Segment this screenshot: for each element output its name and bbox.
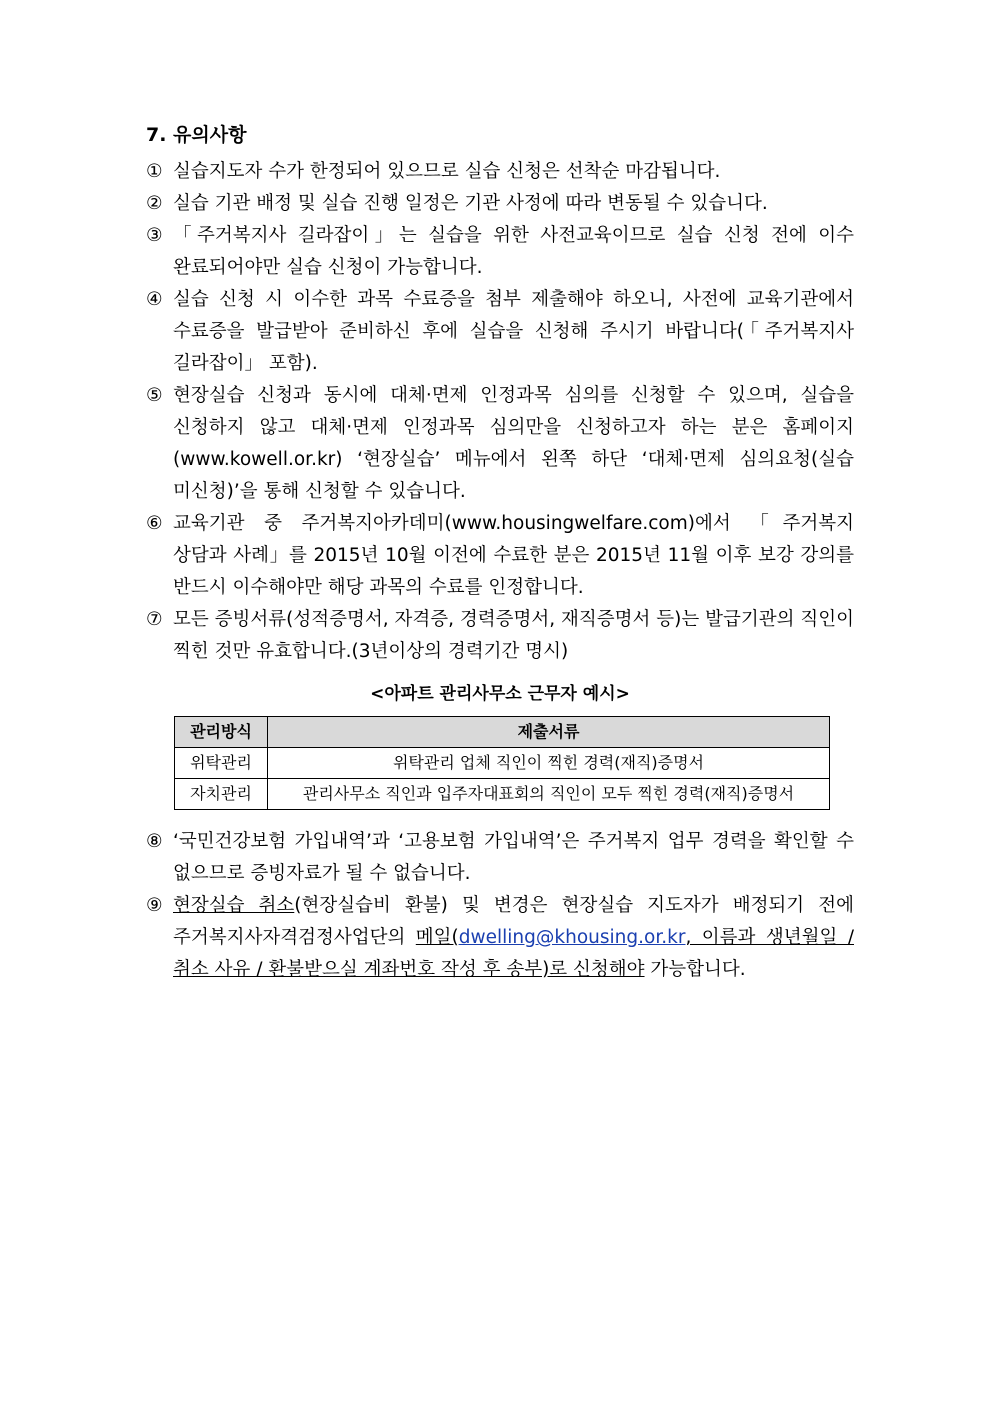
notice-item	[146, 826, 854, 890]
item-number: ⑤	[146, 385, 163, 406]
item-text: 실습 신청 시 이수한 과목 수료증을 첨부 제출해야 하오니, 사전에 교육기관에서 수료증을 발급받아 준비하신 후에 실습을 신청해 주시기 바랍니다(「주거복지사 길라잡이」 포함).	[173, 289, 854, 374]
notice-item	[146, 890, 854, 986]
item-number: ⑨	[146, 895, 163, 916]
table-cell: 위탁관리	[175, 748, 268, 779]
item-text: ‘국민건강보험 가입내역’과 ‘고용보험 가입내역’은 주거복지 업무 경력을 확인할 수 없으므로 증빙자료가 될 수 없습니다.	[173, 831, 854, 884]
notice-item	[146, 508, 854, 604]
notice-item	[146, 380, 854, 508]
table-cell: 관리사무소 직인과 입주자대표회의 직인이 모두 찍힌 경력(재직)증명서	[268, 779, 830, 810]
plain-text: 메일(	[415, 927, 459, 948]
item-text: 교육기관 중 주거복지아카데미(www.housingwelfare.com)에서 「주거복지 상담과 사례」를 2015년 10월 이전에 수료한 분은 2015년 11월 이후 보강 강의를 반드시 이수해야만 해당 과목의 수료를 인정합니다.	[173, 513, 854, 598]
table-header-row	[175, 717, 830, 748]
plain-text: , 이름과 생년월일 / 취소 사유 / 환불받으실 계좌번호 작성 후 송부)로 신청해야	[173, 927, 854, 980]
item-text: 「주거복지사 길라잡이」는 실습을 위한 사전교육이므로 실습 신청 전에 이수 완료되어야만 실습 신청이 가능합니다.	[173, 225, 854, 278]
table-row	[175, 748, 830, 779]
underlined-text: 현장실습 취소	[173, 895, 295, 916]
item-text	[173, 890, 854, 986]
notice-item	[146, 284, 854, 380]
notice-section	[146, 120, 854, 986]
email-link[interactable]: dwelling@khousing.or.kr	[458, 927, 686, 948]
notice-item	[146, 156, 854, 188]
item-number: ⑧	[146, 831, 163, 852]
plain-text: (현장실습비 환불) 및 변경은 현장실습 지도자가 배정되기 전에 주거복지사자격검정사업단의	[173, 895, 854, 948]
item-text: 실습지도자 수가 한정되어 있으므로 실습 신청은 선착순 마감됩니다.	[173, 161, 721, 182]
section-heading: 7. 유의사항	[146, 124, 247, 146]
item-text: 현장실습 신청과 동시에 대체·면제 인정과목 심의를 신청할 수 있으며, 실습을 신청하지 않고 대체·면제 인정과목 심의만을 신청하고자 하는 분은 홈페이지(www.kowell.or.kr) ‘현장실습’ 메뉴에서 왼쪽 하단 ‘대체·면제 심의요청(실습 미신청)’을 통해 신청할 수 있습니다.	[173, 385, 854, 502]
documents-table	[174, 716, 830, 810]
column-header: 관리방식	[175, 717, 268, 748]
item-text: 모든 증빙서류(성적증명서, 자격증, 경력증명서, 재직증명서 등)는 발급기관의 직인이 찍힌 것만 유효합니다.(3년이상의 경력기간 명시)	[173, 609, 854, 662]
plain-text: 가능합니다.	[644, 959, 746, 980]
column-header: 제출서류	[268, 717, 830, 748]
table-cell: 위탁관리 업체 직인이 찍힌 경력(재직)증명서	[268, 748, 830, 779]
notice-item	[146, 220, 854, 284]
table-caption: <아파트 관리사무소 근무자 예시>	[370, 684, 630, 704]
item-number: ②	[146, 193, 163, 214]
notice-item	[146, 188, 854, 220]
item-number: ⑥	[146, 513, 163, 534]
item-text: 실습 기관 배정 및 실습 진행 일정은 기관 사정에 따라 변동될 수 있습니다.	[173, 193, 768, 214]
notice-item	[146, 604, 854, 668]
item-number: ④	[146, 289, 163, 310]
table-cell: 자치관리	[175, 779, 268, 810]
item-number: ①	[146, 161, 163, 182]
item-number: ③	[146, 225, 163, 246]
table-row	[175, 779, 830, 810]
item-number: ⑦	[146, 609, 163, 630]
